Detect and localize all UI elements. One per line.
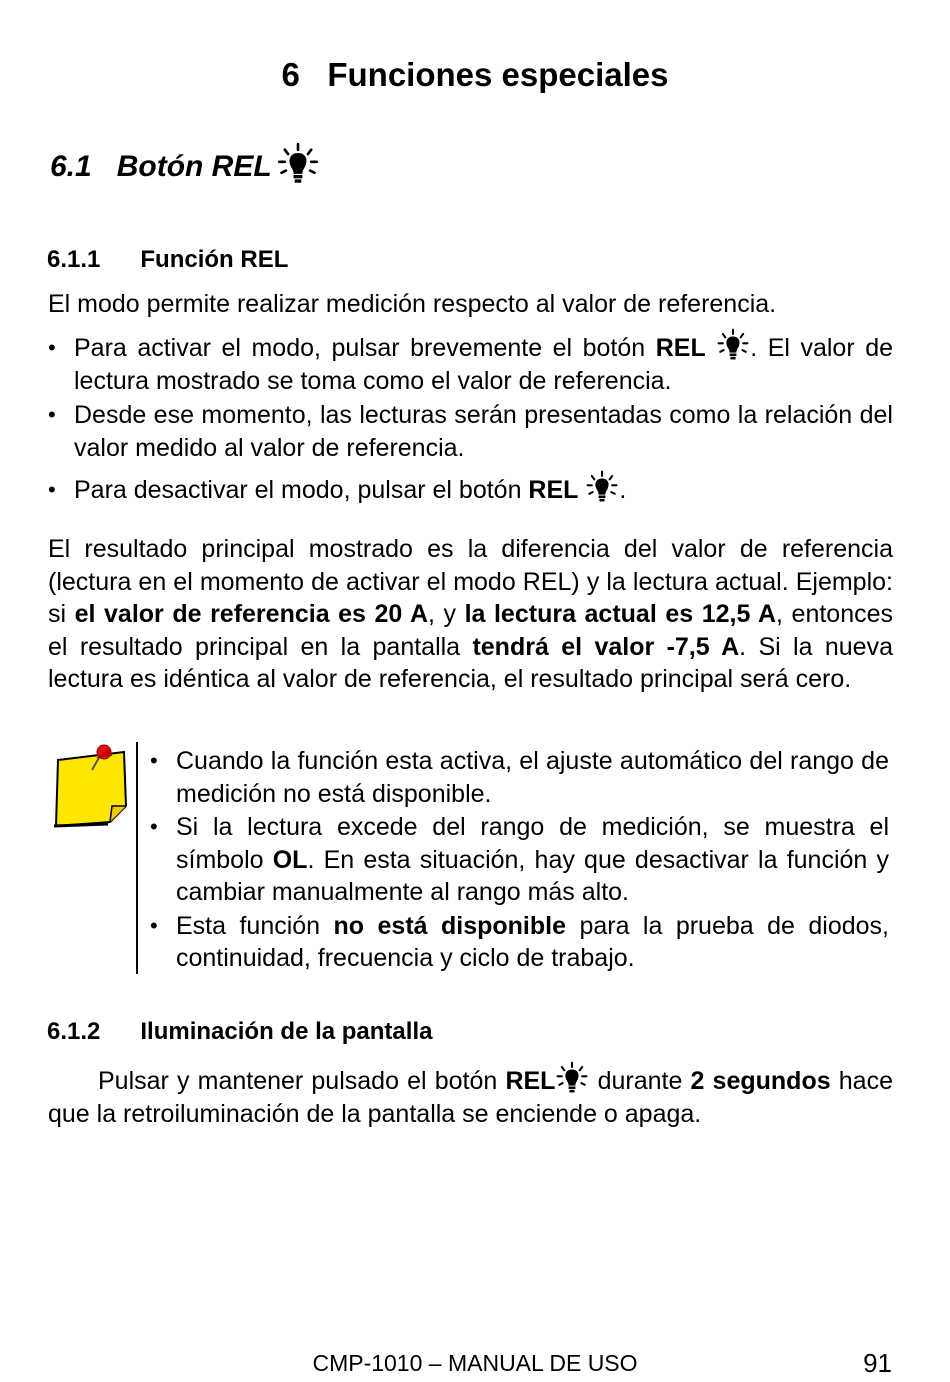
illumination-paragraph <box>48 1065 893 1130</box>
page-number: 91 <box>863 1348 892 1378</box>
note-list <box>138 742 889 975</box>
list-item <box>150 745 889 810</box>
bold-run: tendrá el valor -7,5 A <box>472 632 740 661</box>
note-box <box>136 742 889 974</box>
bold-run: el valor de referencia es 20 A <box>74 600 429 628</box>
bulb-icon <box>276 142 320 186</box>
note-text: . En esta situación, hay que desactivar la función y cambiar manualmente al rango más alto. <box>176 845 889 906</box>
bold-run: la lectura actual es 12,5 A <box>464 600 777 628</box>
footer-title: CMP-1010 – MANUAL DE USO <box>312 1350 638 1376</box>
note-text: Si la lectura excede del rango de medición, se muestra el símbolo <box>176 813 889 874</box>
text-run: Pulsar y mantener pulsado el botón <box>98 1067 506 1095</box>
bullet-text: Para desactivar el modo, pulsar el botón <box>74 476 529 504</box>
rel-label: REL <box>528 476 579 504</box>
list-item <box>150 910 889 975</box>
rel-label: REL <box>655 334 706 362</box>
note-text: Esta función <box>176 911 334 940</box>
rel-label: REL <box>505 1067 556 1095</box>
chapter-title: 6 Funciones especiales <box>281 56 669 93</box>
text-run: durante <box>589 1067 691 1095</box>
bold-run: 2 segundos <box>690 1067 831 1095</box>
bulb-icon <box>716 328 750 362</box>
ol-symbol: OL <box>272 845 308 874</box>
section-title-text: 6.1 Botón REL <box>50 150 272 183</box>
bullet-text: Desde ese momento, las lecturas serán presentadas como la relación del valor medido al valor de referencia. <box>74 401 893 462</box>
sticky-note-icon <box>52 742 132 830</box>
intro-text: El modo permite realizar medición respecto al valor de referencia. <box>48 290 777 318</box>
result-paragraph <box>48 533 893 696</box>
note-text: para la prueba de diodos, continuidad, frecuencia y ciclo de trabajo. <box>176 911 889 972</box>
section-title <box>50 148 320 186</box>
text-run: El resultado principal mostrado es la diferencia del valor de referencia (lectura en el momento de activar el modo REL) y la lectura actual. Ejemplo: si <box>48 535 893 628</box>
subsection-title-illumination: 6.1.2 Iluminación de la pantalla <box>47 1018 433 1045</box>
list-item <box>150 811 889 909</box>
illumination-text <box>48 1065 893 1130</box>
bulb-icon <box>555 1061 589 1095</box>
list-item <box>48 474 893 507</box>
bulb-icon <box>585 470 619 504</box>
intro-paragraph <box>48 288 893 321</box>
list-item <box>48 399 893 464</box>
text-run: . Si la nueva lectura es idéntica al valor de referencia, el resultado principal será cero. <box>48 632 893 693</box>
text-run: , entonces el resultado principal en la pantalla <box>48 600 894 661</box>
note-text: Cuando la función esta activa, el ajuste automático del rango de medición no está disponible. <box>176 747 889 808</box>
text-run: hace que la retroiluminación de la pantalla se enciende o apaga. <box>48 1067 893 1128</box>
bullet-text: . El valor de lectura mostrado se toma como el valor de referencia. <box>74 334 893 395</box>
rel-bullet-list <box>48 332 893 507</box>
result-text <box>48 533 893 696</box>
text-run: , y <box>428 600 465 628</box>
subsection-title-rel: 6.1.1 Función REL <box>47 246 289 273</box>
bullet-text: . <box>619 476 627 504</box>
bold-run: no está disponible <box>333 911 566 940</box>
bullet-text: Para activar el modo, pulsar brevemente el botón <box>74 334 656 362</box>
list-item <box>48 332 893 397</box>
